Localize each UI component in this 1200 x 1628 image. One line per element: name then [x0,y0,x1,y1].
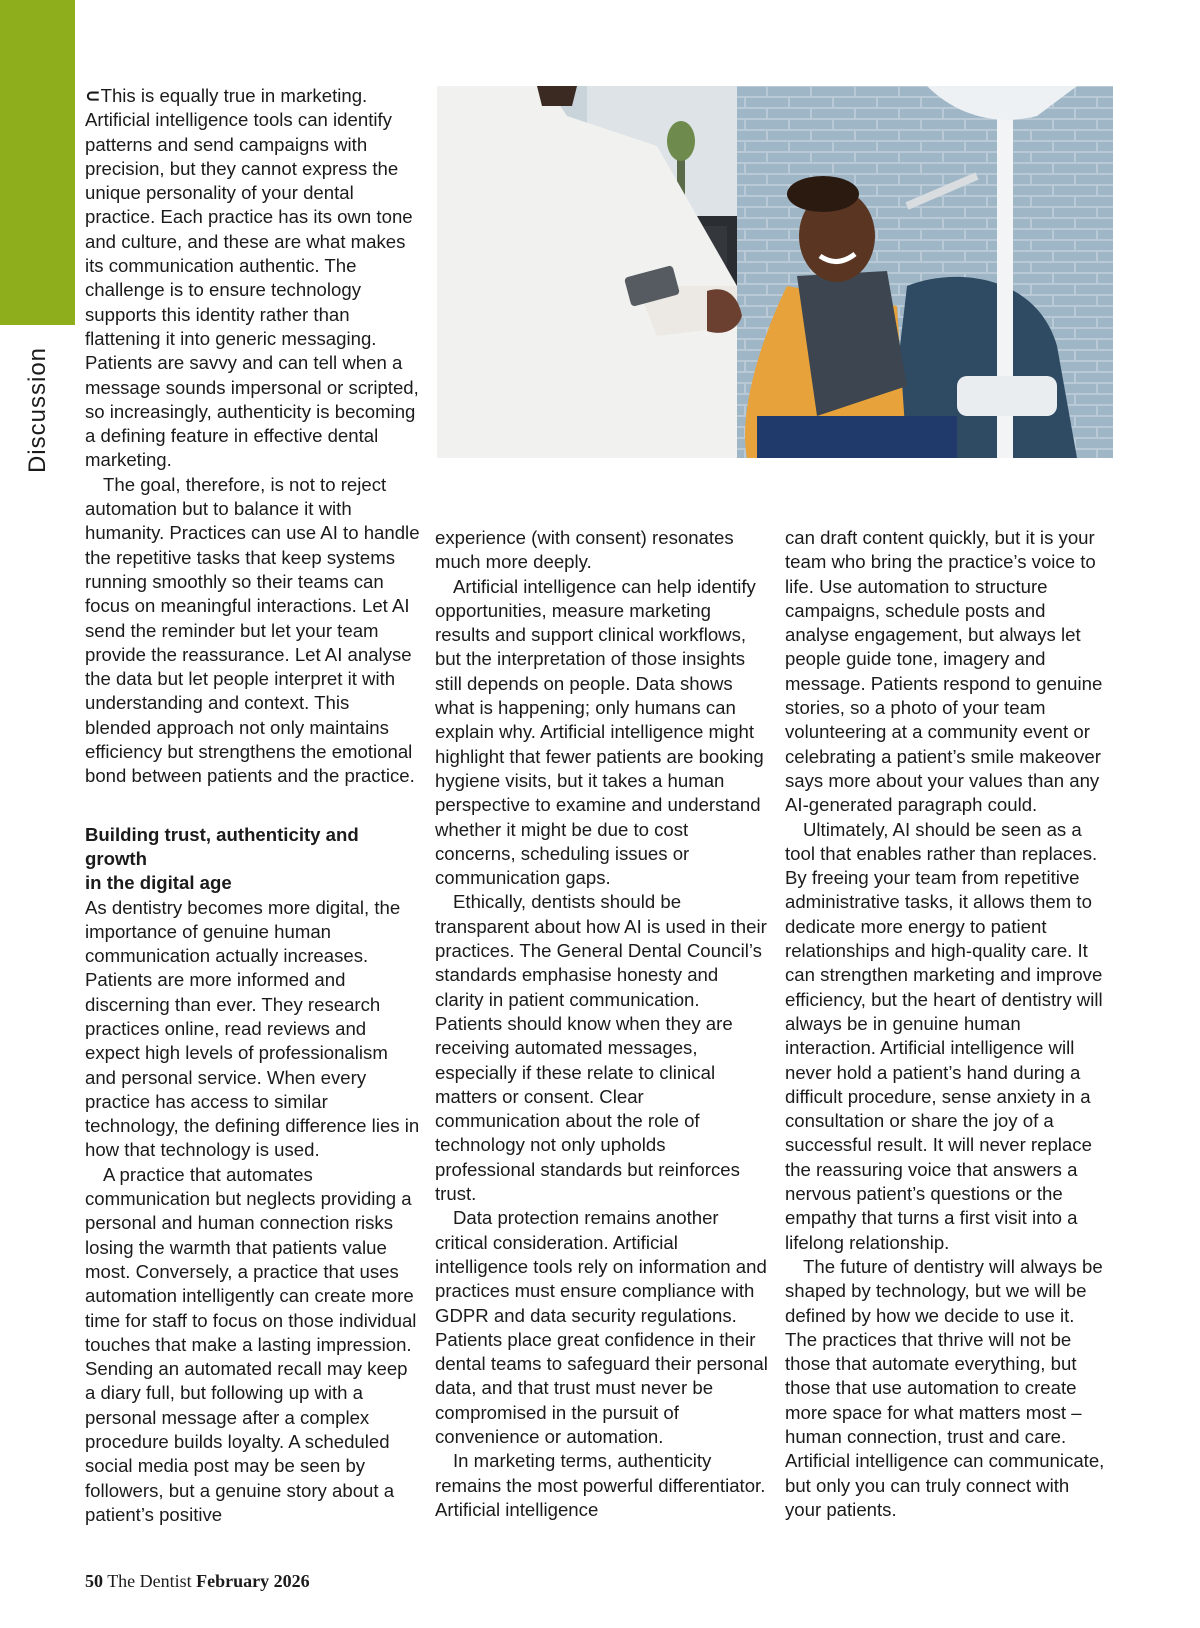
paragraph: The goal, therefore, is not to reject automation but to balance it with humanity. Practices can use AI to handle the repetitive tasks that keep systems running smoothly so their teams can focus on meaningful interactions. Let AI send the reminder but let your team provide the reassurance. Let AI analyse the data but let people interpret it with understanding and context. This blended approach not only maintains efficiency but strengthens the emotional bond between patients and the practice. [85,473,420,787]
dentist-patient-handshake-illustration [437,86,1113,458]
paragraph: The future of dentistry will always be shaped by technology, but we will be defined by how we decide to use it. The practices that thrive will not be those that automate everything, but those that use automation to create more space for what matters most – human connection, trust and care. Artificial intelligence can communicate, but only you can truly connect with your patients. [785,1255,1105,1520]
paragraph: can draft content quickly, but it is your team who bring the practice’s voice to life. Use automation to structure campaigns, schedule posts and analyse engagement, but always let people guide tone, imagery and message. Patients respond to genuine stories, so a photo of your team volunteering at a community event or celebrating a patient’s smile makeover says more about your values than any AI-generated paragraph could. [785,527,1103,816]
paragraph: Data protection remains another critical consideration. Artificial intelligence tools rely on information and practices must ensure compliance with GDPR and data security regulations. Patients place great confidence in their dental teams to safeguard their personal data, and that trust must never be compromised in the pursuit of convenience or automation. [435,1207,768,1447]
paragraph: In marketing terms, authenticity remains the most powerful differentiator. Artificial intelligence [435,1450,766,1520]
page-number: 50 [85,1571,103,1591]
paragraph: As dentistry becomes more digital, the importance of genuine human communication actually increases. Patients are more informed and discerning than ever. They research practices online, read reviews and expect high levels of professionalism and personal service. When every practice has access to similar technology, the defining difference lies in how that technology is used. [85,896,420,1161]
paragraph: experience (with consent) resonates much more deeply. [435,527,734,573]
continuation-marker-icon: ⊂ [85,85,101,106]
publication-name: The Dentist [107,1571,192,1591]
paragraph: A practice that automates communication but neglects providing a personal and human connection risks losing the warmth that patients value most. Conversely, a practice that uses automation intelligently can create more time for staff to focus on those individual touches that make a lasting impression. Sending an automated recall may keep a diary full, but following up with a personal message after a complex procedure builds loyalty. A scheduled social media post may be seen by followers, but a genuine story about a patient’s positive [85,1163,417,1525]
section-color-tab [0,0,75,325]
paragraph: ⊂This is equally true in marketing. Artificial intelligence tools can identify patterns and send campaigns with precision, but they cannot express the unique personality of your dental practice. Each practice has its own tone and culture, and these are what makes its communication authentic. The challenge is to ensure technology supports this identity rather than flattening it into generic messaging. Patients are savvy and can tell when a message sounds impersonal or scripted, so increasingly, authenticity is becoming a defining feature in effective dental marketing. [85,85,419,471]
section-subheading: Building trust, authenticity and growth in the digital age [85,823,359,894]
paragraph: Ethically, dentists should be transparent about how AI is used in their practices. The General Dental Council’s standards emphasise honesty and clarity in patient communication. Patients should know when they are receiving automated messages, especially if these relate to clinical matters or consent. Clear communication about the role of technology not only upholds professional standards but reinforces trust. [435,891,767,1205]
article-column-3 [785,526,1110,1522]
article-photo [437,86,1113,458]
paragraph: Artificial intelligence can help identify opportunities, measure marketing results and support clinical workflows, but the interpretation of those insights still depends on people. Data shows what is happening; only humans can explain why. Artificial intelligence might highlight that fewer patients are booking hygiene visits, but it takes a human perspective to examine and understand whether it might be due to cost concerns, scheduling issues or communication gaps. [435,575,764,889]
section-label: Discussion [24,346,51,474]
article-column-1 [85,84,420,1527]
article-column-2 [435,526,770,1522]
issue-date: February 2026 [196,1571,310,1591]
paragraph: Ultimately, AI should be seen as a tool that enables rather than replaces. By freeing your team from repetitive administrative tasks, it allows them to dedicate more energy to patient relationships and high-quality care. It can strengthen marketing and improve efficiency, but the heart of dentistry will always be in genuine human interaction. Artificial intelligence will never hold a patient’s hand during a difficult procedure, sense anxiety in a consultation or share the joy of a successful result. It will never replace the reassuring voice that answers a nervous patient’s questions or the empathy that turns a first visit into a lifelong relationship. [785,818,1103,1253]
page-footer [85,1571,310,1592]
